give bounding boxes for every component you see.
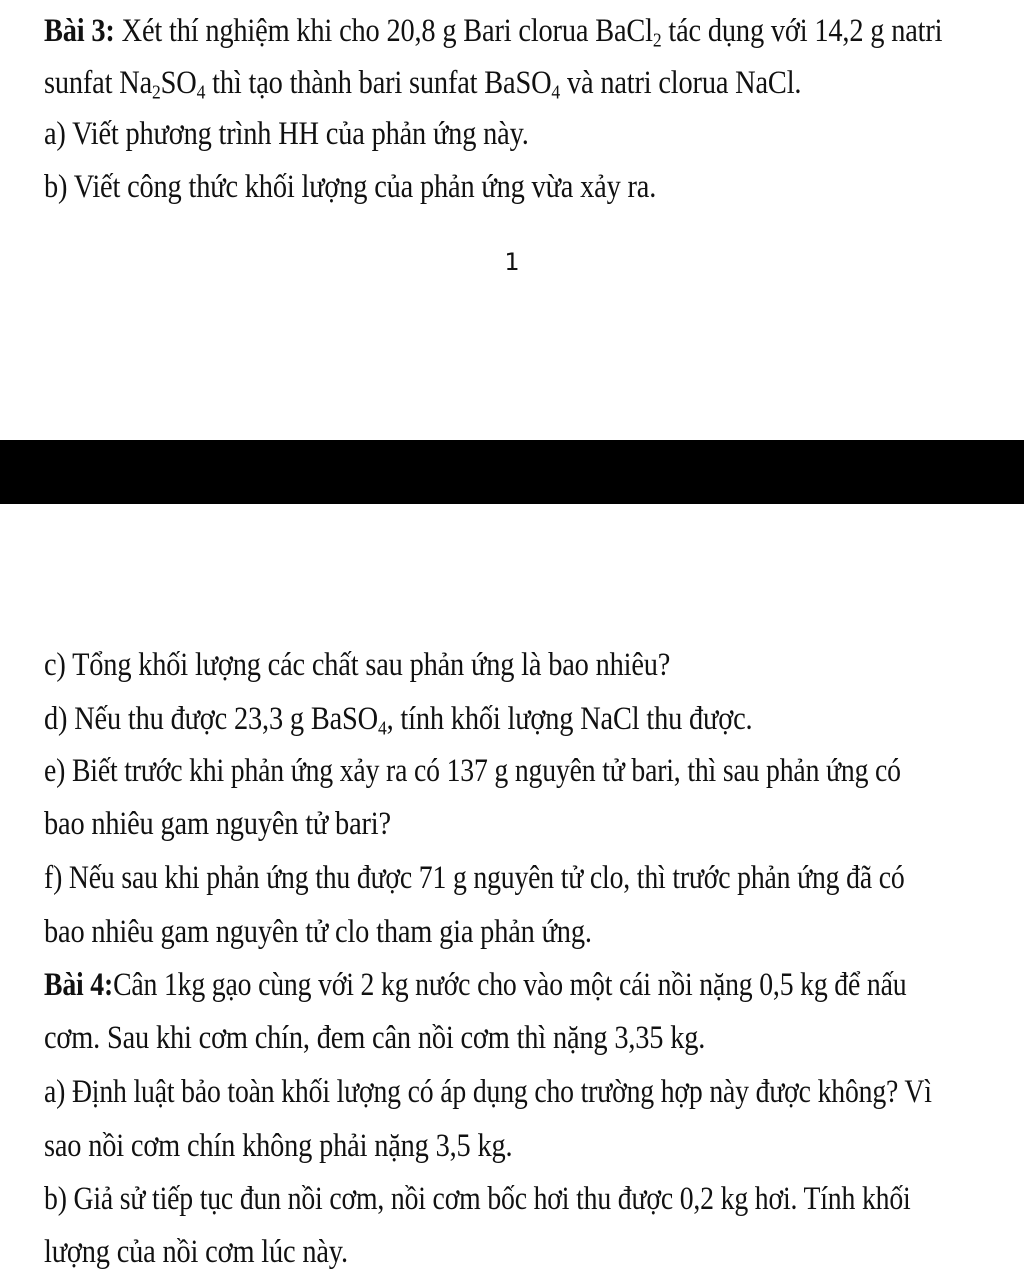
bai3-question-f-line-1: f) Nếu sau khi phản ứng thu được 71 g nguyên tử clo, thì trước phản ứng đã có <box>44 860 905 896</box>
bai3-question-e-line-1: e) Biết trước khi phản ứng xảy ra có 137 g nguyên tử bari, thì sau phản ứng có <box>44 753 901 789</box>
bai4-label: Bài 4: <box>44 967 114 1003</box>
bai3-question-b: b) Viết công thức khối lượng của phản ứng vừa xảy ra. <box>44 169 657 205</box>
so4-subscript: 4 <box>196 81 206 104</box>
bai3-intro-text-1-end: tác dụng với 14,2 g natri <box>661 13 943 49</box>
bai3-intro-line-1 <box>44 10 943 52</box>
bai3-question-e-line-2: bao nhiêu gam nguyên tử bari? <box>44 806 391 842</box>
bai3-question-f-line-2: bao nhiêu gam nguyên tử clo tham gia phản ứng. <box>44 914 592 950</box>
bai4-question-b-line-2: lượng của nồi cơm lúc này. <box>44 1234 348 1270</box>
bai4-question-a-line-1: a) Định luật bảo toàn khối lượng có áp dụng cho trường hợp này được không? Vì <box>44 1074 932 1110</box>
bai3-question-d <box>44 698 880 740</box>
bai3-label: Bài 3: <box>44 13 115 49</box>
question-d-text-end: , tính khối lượng NaCl thu được. <box>386 701 753 737</box>
na2-subscript: 2 <box>151 81 161 104</box>
baso4-subscript-d: 4 <box>377 717 387 740</box>
baso4-subscript: 4 <box>551 81 561 104</box>
bai3-intro-line-2 <box>44 62 880 104</box>
bai3-intro-text-2-mid: thì tạo thành bari sunfat BaSO <box>205 65 552 101</box>
bai3-question-c: c) Tổng khối lượng các chất sau phản ứng là bao nhiêu? <box>44 647 671 683</box>
bai4-question-b-line-1: b) Giả sử tiếp tục đun nồi cơm, nồi cơm bốc hơi thu được 0,2 kg hơi. Tính khối <box>44 1181 911 1217</box>
question-d-text: d) Nếu thu được 23,3 g BaSO <box>44 701 378 737</box>
bai4-intro-line-2: cơm. Sau khi cơm chín, đem cân nồi cơm thì nặng 3,35 kg. <box>44 1020 706 1056</box>
page-number: 1 <box>504 248 520 276</box>
bai3-intro-text-2-end: và natri clorua NaCl. <box>560 65 802 101</box>
bai4-intro-text-1: Cân 1kg gạo cùng với 2 kg nước cho vào một cái nồi nặng 0,5 kg để nấu <box>113 967 907 1003</box>
page-break-bar <box>0 440 1024 504</box>
bai4-intro-line-1 <box>44 964 907 1006</box>
bai3-question-a: a) Viết phương trình HH của phản ứng này. <box>44 116 529 152</box>
bai3-intro-text-1: Xét thí nghiệm khi cho 20,8 g Bari clorua BaCl <box>114 13 653 49</box>
bai3-intro-text-2: sunfat Na <box>44 65 152 101</box>
bai4-question-a-line-2: sao nồi cơm chín không phải nặng 3,5 kg. <box>44 1128 513 1164</box>
bacl2-subscript: 2 <box>652 29 662 52</box>
so-text: SO <box>160 65 197 101</box>
